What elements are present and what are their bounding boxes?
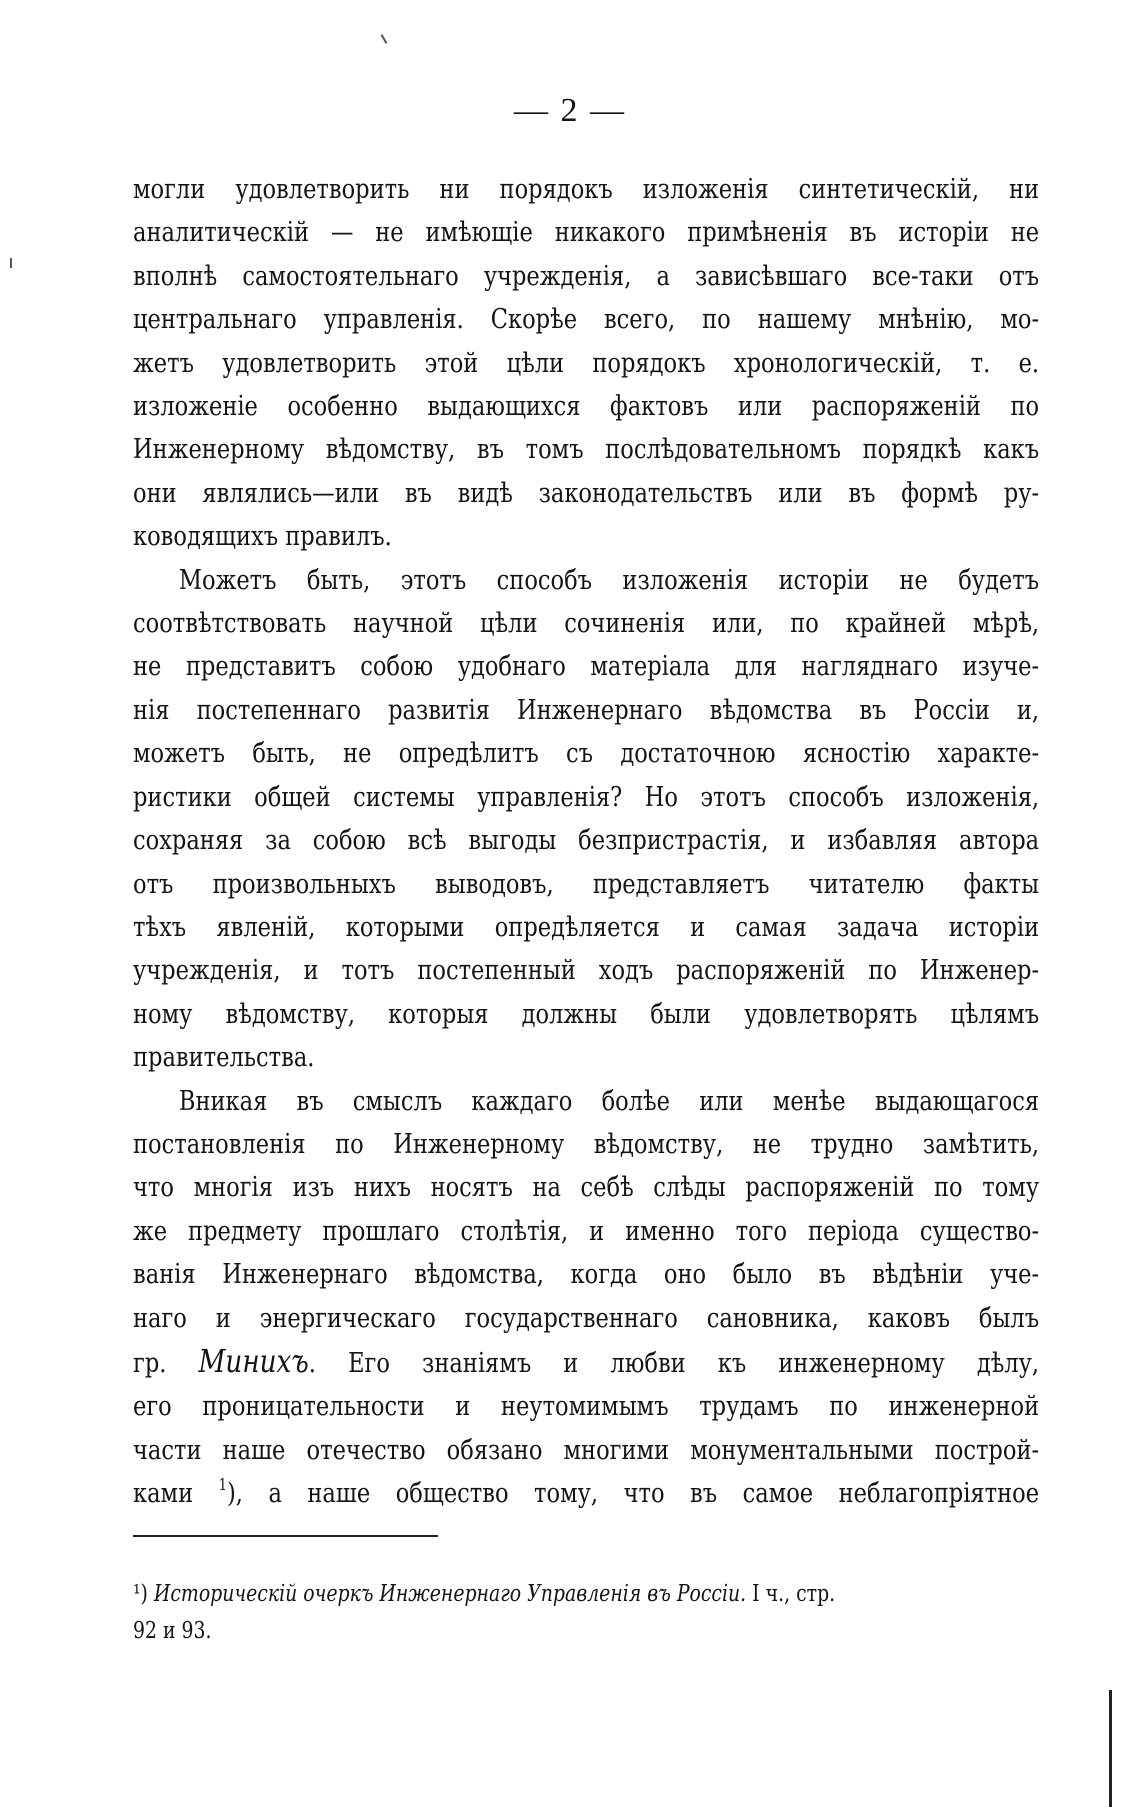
person-name: Минихъ bbox=[198, 1341, 309, 1380]
text-line: ководящихъ правилъ. bbox=[133, 520, 392, 553]
footnote-divider bbox=[133, 1535, 438, 1537]
text-line: постановленія по Инженерному вѣдомству, не трудно замѣтить, bbox=[133, 1127, 1040, 1160]
text-line: правительства. bbox=[133, 1041, 315, 1074]
text-line: ванія Инженернаго вѣдомства, когда оно было въ вѣдѣніи уче- bbox=[133, 1258, 1040, 1291]
paragraph-1 bbox=[133, 168, 1039, 559]
text-line-with-name bbox=[133, 1340, 1039, 1385]
text-line: изложеніе особенно выдающихся фактовъ или распоряженій по bbox=[133, 390, 1040, 423]
footnote-reference[interactable]: 1 bbox=[218, 1475, 227, 1495]
text-line-with-footnote-ref bbox=[133, 1472, 1039, 1515]
text-line: не представитъ собою удобнаго матеріала для нагляднаго изуче- bbox=[133, 650, 1040, 683]
footnote-text: I ч., стр. bbox=[746, 1581, 836, 1607]
text-line: части наше отечество обязано многими монументальными построй- bbox=[133, 1433, 1040, 1466]
text-line: центральнаго управленія. Скорѣе всего, по нашему мнѣнію, мо- bbox=[133, 303, 1040, 336]
text-line: Вникая въ смыслъ каждаго болѣе или менѣе выдающагося bbox=[178, 1084, 1040, 1117]
footnote-line: 92 и 93. bbox=[133, 1618, 212, 1644]
text-line: они являлись—или въ видѣ законодательствъ или въ формѣ ру- bbox=[133, 476, 1040, 509]
text-line: ному вѣдомству, которыя должны были удовлетворять цѣлямъ bbox=[133, 997, 1040, 1030]
paragraph-2 bbox=[133, 559, 1039, 1080]
text-line: учрежденія, и тотъ постепенный ходъ распоряженій по Инженер- bbox=[133, 954, 1040, 987]
text-line: тѣхъ явленій, которыми опредѣляется и самая задача исторіи bbox=[133, 910, 1040, 943]
text-line: что многія изъ нихъ носятъ на себѣ слѣды распоряженій по тому bbox=[133, 1171, 1040, 1204]
text-line: соотвѣтствовать научной цѣли сочиненія или, по крайней мѣрѣ, bbox=[133, 607, 1040, 640]
footnote-line bbox=[133, 1576, 1051, 1613]
body-text bbox=[133, 168, 1039, 1516]
text-line: можетъ быть, не опредѣлитъ съ достаточною ясностію характе- bbox=[133, 737, 1040, 770]
text-line: вполнѣ самостоятельнаго учрежденія, а зависѣвшаго все-таки отъ bbox=[133, 259, 1040, 292]
footnote bbox=[133, 1576, 1051, 1650]
text-line: ристики общей системы управленія? Но этотъ способъ изложенія, bbox=[133, 780, 1040, 813]
text-line: отъ произвольныхъ выводовъ, представляетъ читателю факты bbox=[133, 867, 1040, 900]
text-fragment: гр. bbox=[133, 1346, 167, 1379]
text-line: же предмету прошлаго столѣтія, и именно того періода существо- bbox=[133, 1214, 1040, 1247]
text-line: могли удовлетворить ни порядокъ изложенія синтетическій, ни bbox=[133, 173, 1040, 205]
text-fragment: ), а наше общество тому, что въ самое неблагопріятное bbox=[226, 1477, 1040, 1510]
page-number: — 2 — bbox=[514, 92, 626, 129]
text-line: его проницательности и неутомимымъ трудамъ по инженерной bbox=[133, 1390, 1040, 1423]
footnote-title: Историческій очеркъ Инженернаго Управленія въ Россіи. bbox=[153, 1581, 747, 1607]
text-line: жетъ удовлетворить этой цѣли порядокъ хронологическій, т. е. bbox=[133, 346, 1040, 379]
footnote-marker: ¹) bbox=[133, 1581, 148, 1607]
margin-edge-mark bbox=[1109, 1690, 1112, 1807]
text-line: сохраняя за собою всѣ выгоды безпристрастія, и избавляя автора bbox=[133, 824, 1040, 857]
paragraph-3 bbox=[133, 1080, 1039, 1516]
text-line: нія постепеннаго развитія Инженернаго вѣдомства въ Россіи и, bbox=[133, 693, 1040, 726]
text-line: аналитическій — не имѣющіе никакого примѣненія въ исторіи не bbox=[133, 216, 1040, 249]
text-line: Можетъ быть, этотъ способъ изложенія исторіи не будетъ bbox=[178, 563, 1040, 596]
text-fragment: . Его знаніямъ и любви къ инженерному дѣлу, bbox=[308, 1346, 1040, 1379]
text-fragment: ками bbox=[133, 1477, 194, 1510]
text-line: Инженерному вѣдомству, въ томъ послѣдовательномъ порядкѣ какъ bbox=[133, 433, 1040, 466]
scan-speck bbox=[10, 258, 12, 268]
scan-speck bbox=[381, 34, 388, 44]
text-line: наго и энергическаго государственнаго сановника, каковъ былъ bbox=[133, 1301, 1040, 1334]
